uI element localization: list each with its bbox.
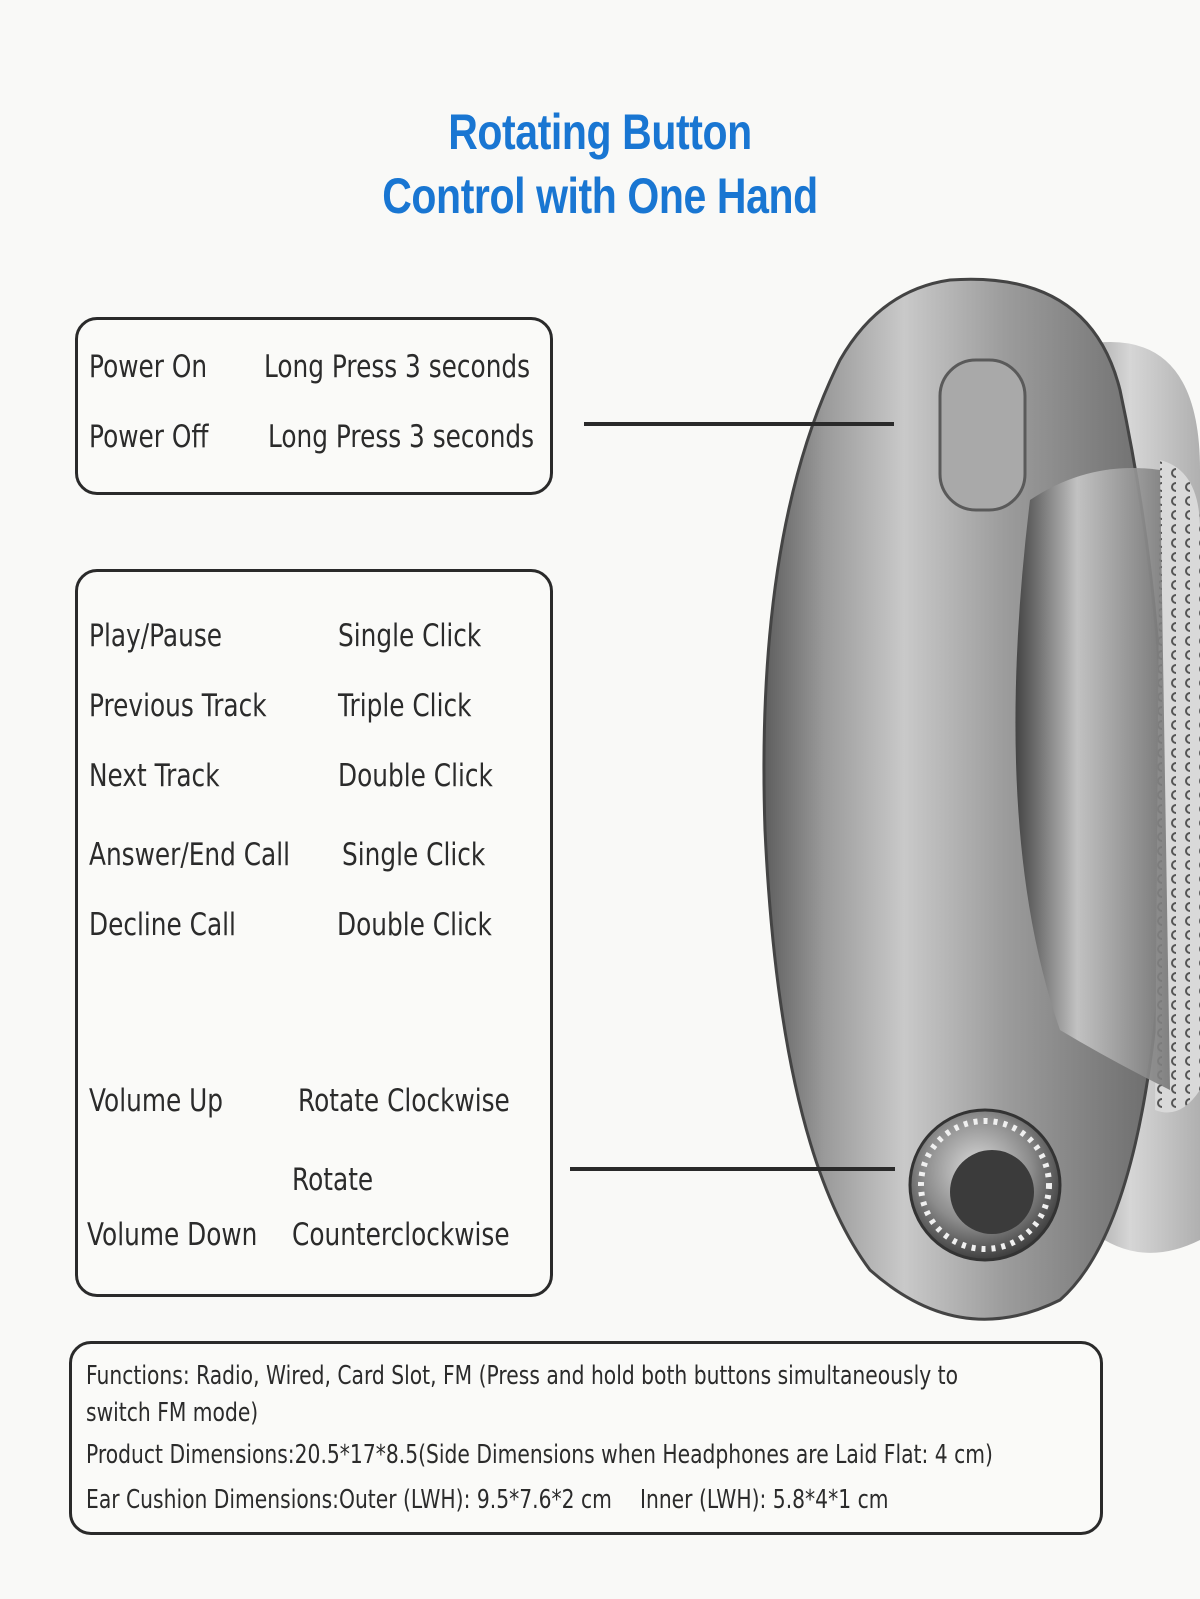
cushion-outer-dimensions-text: Ear Cushion Dimensions:Outer (LWH): 9.5*7.6*2 cm [86, 1485, 612, 1515]
decline-call-label: Decline Call [89, 907, 236, 943]
power-on-label: Power On [89, 349, 208, 385]
headphone-earcup-image [760, 270, 1200, 1334]
play-pause-label: Play/Pause [89, 618, 223, 654]
next-track-label: Next Track [89, 758, 220, 794]
volume-down-label: Volume Down [87, 1217, 258, 1253]
answer-end-call-operation: Single Click [342, 837, 486, 873]
title-line-1: Rotating Button [448, 104, 752, 160]
volume-up-label: Volume Up [89, 1083, 224, 1119]
power-off-operation: Long Press 3 seconds [268, 419, 535, 455]
product-dimensions-text: Product Dimensions:20.5*17*8.5(Side Dimensions when Headphones are Laid Flat: 4 cm) [86, 1440, 993, 1470]
power-on-operation: Long Press 3 seconds [264, 349, 531, 385]
rotary-knob-pointer-line [570, 1167, 895, 1171]
cushion-inner-dimensions-text: Inner (LWH): 5.8*4*1 cm [640, 1485, 889, 1515]
previous-track-operation: Triple Click [338, 688, 472, 724]
functions-text-line2: switch FM mode) [86, 1398, 259, 1428]
page-title [0, 100, 1200, 228]
volume-down-operation-line1: Rotate [292, 1162, 374, 1198]
functions-text-line1: Functions: Radio, Wired, Card Slot, FM (Press and hold both buttons simultaneously to [86, 1361, 959, 1391]
volume-up-operation: Rotate Clockwise [298, 1083, 510, 1119]
play-pause-operation: Single Click [338, 618, 482, 654]
title-line-2: Control with One Hand [382, 168, 818, 224]
power-off-label: Power Off [89, 419, 209, 455]
headphone-illustration [760, 270, 1200, 1330]
volume-down-operation-line2: Counterclockwise [292, 1217, 510, 1253]
previous-track-label: Previous Track [89, 688, 267, 724]
decline-call-operation: Double Click [337, 907, 492, 943]
answer-end-call-label: Answer/End Call [89, 837, 291, 873]
next-track-operation: Double Click [338, 758, 493, 794]
power-control-box [75, 317, 553, 495]
power-button-pointer-line [584, 422, 894, 426]
